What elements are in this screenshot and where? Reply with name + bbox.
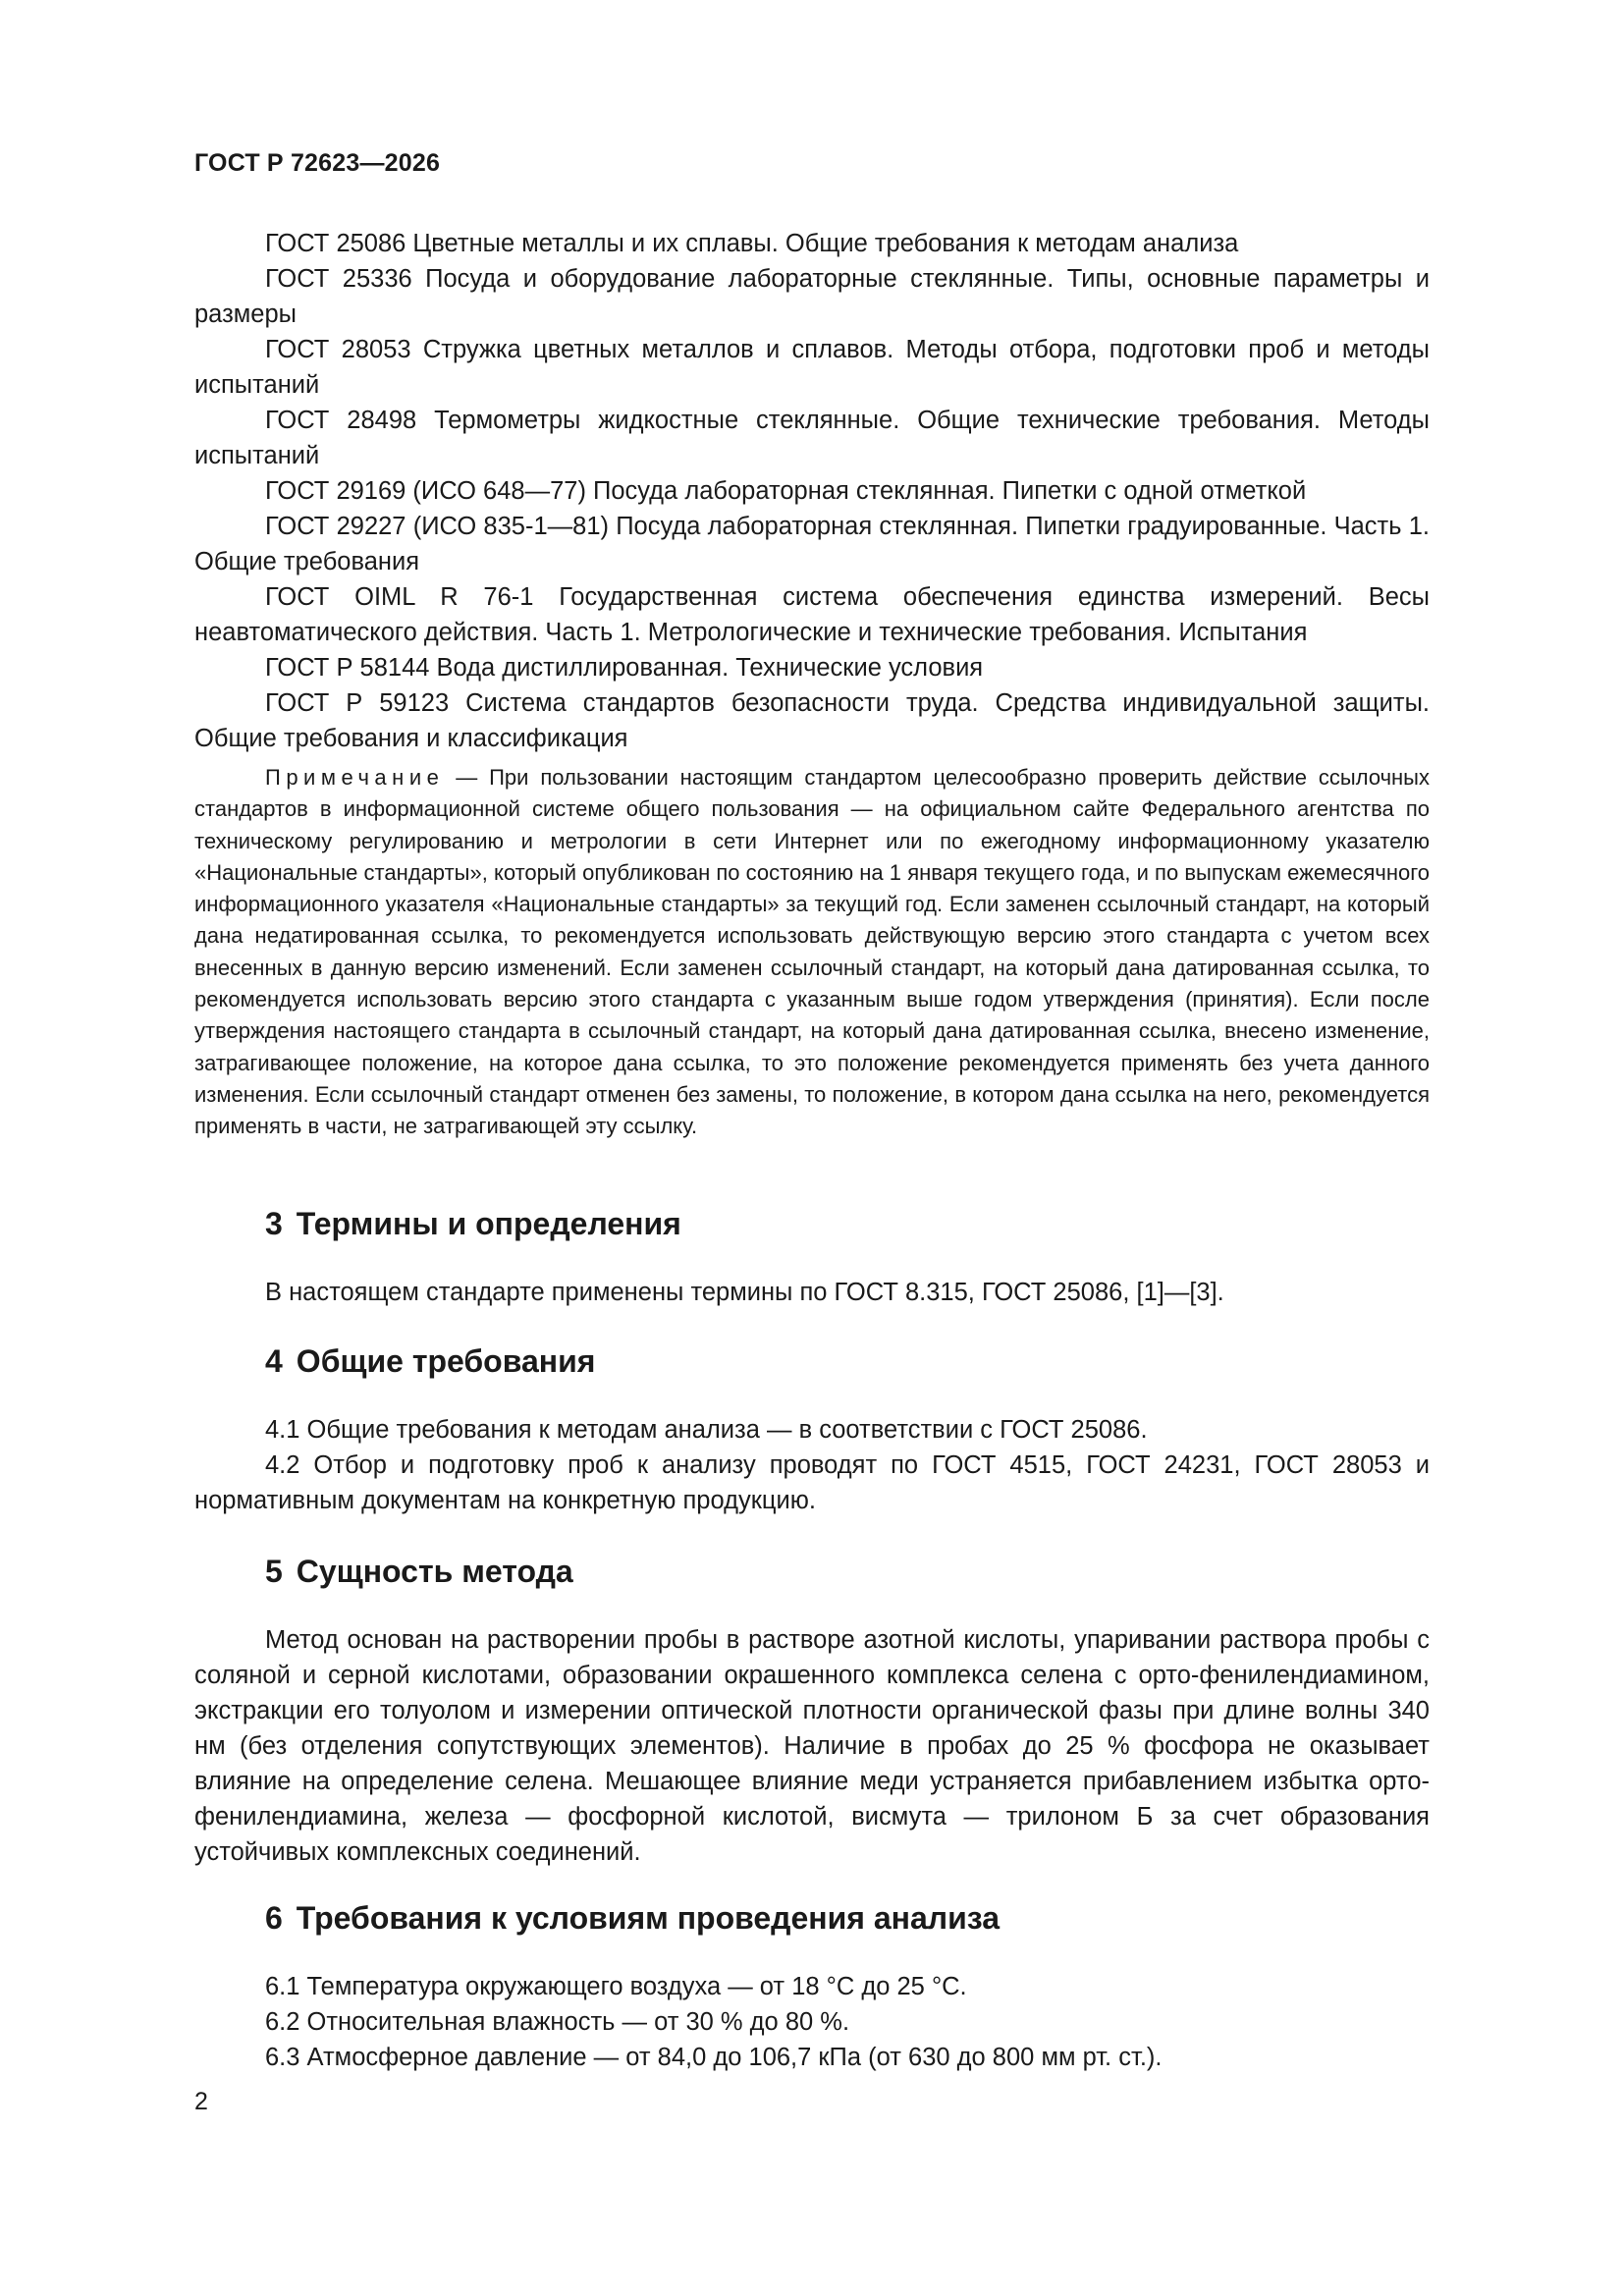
section-heading	[265, 1900, 1000, 1937]
section-title: Термины и определения	[296, 1206, 681, 1241]
paragraph: 4.2 Отбор и подготовку проб к анализу проводят по ГОСТ 4515, ГОСТ 24231, ГОСТ 28053 и нормативным документам на конкретную продукцию.	[194, 1451, 1430, 1514]
reference-item: ГОСТ 28498 Термометры жидкостные стеклянные. Общие технические требования. Методы испытаний	[194, 407, 1430, 469]
section-body	[194, 1969, 1430, 2075]
reference-item: ГОСТ Р 58144 Вода дистиллированная. Технические условия	[265, 654, 984, 682]
section-heading	[265, 1343, 595, 1380]
section-heading	[265, 1554, 573, 1590]
reference-item: ГОСТ 28053 Стружка цветных металлов и сплавов. Методы отбора, подготовки проб и методы испытаний	[194, 336, 1430, 399]
section-body	[194, 1622, 1430, 1870]
note-text: — При пользовании настоящим стандартом целесообразно проверить действие ссылочных стандартов в информационной системе общего пользования — на официальном сайте Федерального агентства по техническому регулированию и метрологии в сети Интернет или по ежегодному информационному указателю «Национальные стандарты», который опубликован по состоянию на 1 января текущего года, и по выпускам ежемесячного информационного указателя «Национальные стандарты» за текущий год. Если заменен ссылочный стандарт, на который дана недатированная ссылка, то рекомендуется использовать действующую версию этого стандарта с учетом всех внесенных в данную версию изменений. Если заменен ссылочный стандарт, на который дана датированная ссылка, то рекомендуется использовать версию этого стандарта с указанным выше годом утверждения (принятия). Если после утверждения настоящего стандарта в ссылочный стандарт, на который дана датированная ссылка, внесено изменение, затрагивающее положение, на которое дана ссылка, то это положение рекомендуется применять без учета данного изменения. Если ссылочный стандарт отменен без замены, то положение, в котором дана ссылка на него, рекомендуется применять в части, не затрагивающей эту ссылку.	[194, 765, 1430, 1139]
reference-item: ГОСТ 29169 (ИСО 648—77) Посуда лабораторная стеклянная. Пипетки с одной отметкой	[265, 477, 1307, 505]
page-number: 2	[194, 2088, 208, 2115]
note-label: Примечание	[265, 765, 445, 790]
paragraph: Метод основан на растворении пробы в растворе азотной кислоты, упаривании раствора пробы с соляной и серной кислотами, образовании окрашенного комплекса селена с орто-фенилендиамином, экстракции его толуолом и измерении оптической плотности органической фазы при длине волны 340 нм (без отделения сопутствующих элементов). Наличие в пробах до 25 % фосфора не оказывает влияние на определение селена. Мешающее влияние меди устраняется прибавлением избытка орто-фенилендиамина, железа — фосфорной кислотой, висмута — трилоном Б за счет образования устойчивых комплексных соединений.	[194, 1626, 1430, 1866]
section-heading	[265, 1206, 681, 1242]
section-title: Сущность метода	[296, 1554, 573, 1589]
paragraph: 6.3 Атмосферное давление — от 84,0 до 106,7 кПа (от 630 до 800 мм рт. ст.).	[265, 2044, 1163, 2071]
section-number: 5	[265, 1554, 283, 1589]
section-body	[194, 1275, 1430, 1310]
section-number: 3	[265, 1206, 283, 1241]
paragraph: 6.2 Относительная влажность — от 30 % до 80 %.	[265, 2008, 850, 2036]
normative-references-list	[194, 226, 1430, 756]
paragraph: 6.1 Температура окружающего воздуха — от 18 °С до 25 °С.	[265, 1973, 967, 2000]
reference-item: ГОСТ OIML R 76-1 Государственная система обеспечения единства измерений. Весы неавтоматического действия. Часть 1. Метрологические и технические требования. Испытания	[194, 583, 1430, 646]
note-paragraph	[194, 762, 1430, 1143]
section-body	[194, 1412, 1430, 1518]
reference-item: ГОСТ 25336 Посуда и оборудование лабораторные стеклянные. Типы, основные параметры и размеры	[194, 265, 1430, 328]
section-title: Общие требования	[296, 1343, 596, 1379]
note-block	[194, 762, 1430, 1143]
document-header: ГОСТ Р 72623—2026	[194, 149, 441, 177]
section-number: 6	[265, 1900, 283, 1936]
section-title: Требования к условиям проведения анализа	[296, 1900, 1001, 1936]
reference-item: ГОСТ Р 59123 Система стандартов безопасности труда. Средства индивидуальной защиты. Общие требования и классификация	[194, 689, 1430, 752]
paragraph: В настоящем стандарте применены термины по ГОСТ 8.315, ГОСТ 25086, [1]—[3].	[265, 1279, 1224, 1306]
section-number: 4	[265, 1343, 283, 1379]
paragraph: 4.1 Общие требования к методам анализа — в соответствии с ГОСТ 25086.	[265, 1416, 1148, 1444]
reference-item: ГОСТ 25086 Цветные металлы и их сплавы. Общие требования к методам анализа	[265, 230, 1239, 257]
reference-item: ГОСТ 29227 (ИСО 835-1—81) Посуда лабораторная стеклянная. Пипетки градуированные. Часть 1. Общие требования	[194, 513, 1430, 575]
